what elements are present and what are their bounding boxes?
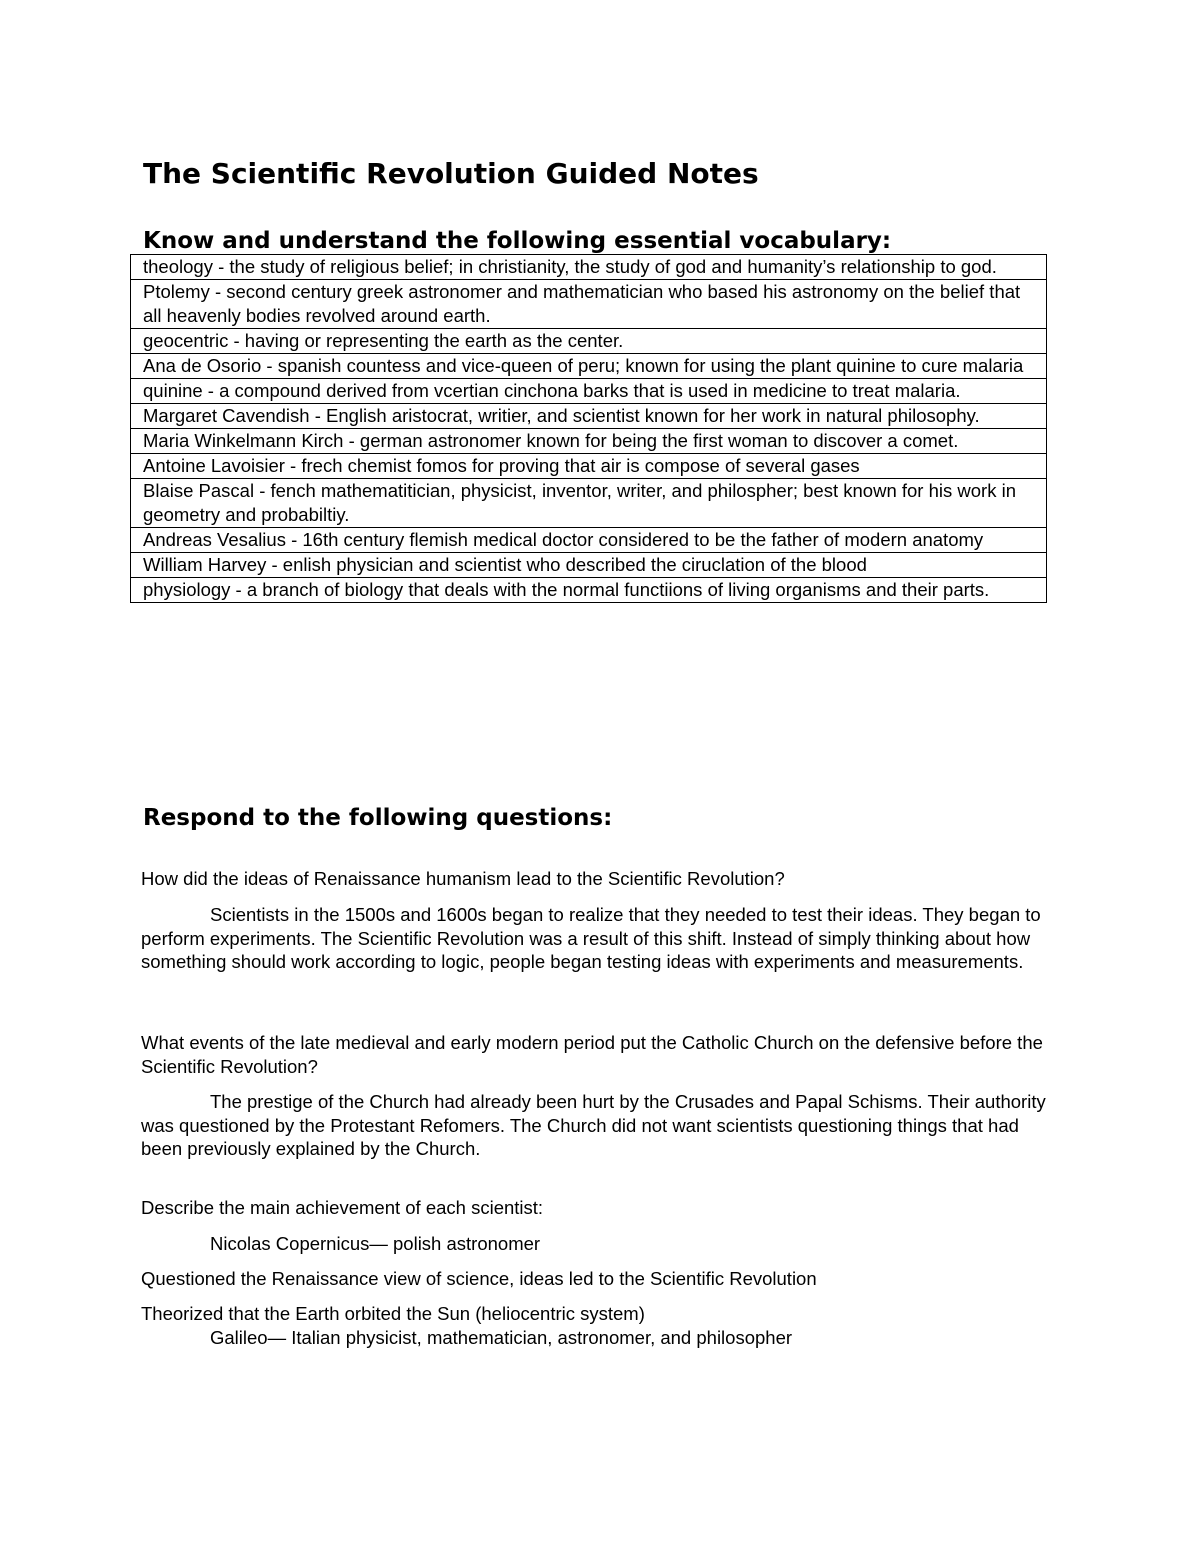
table-row — [131, 379, 1047, 404]
copernicus-achievement-2: Theorized that the Earth orbited the Sun (heliocentric system) — [141, 1303, 645, 1324]
vocab-entry-andreas-vesalius: Andreas Vesalius - 16th century flemish medical doctor considered to be the father of modern anatomy — [131, 528, 1047, 553]
table-row — [131, 329, 1047, 354]
table-row — [131, 479, 1047, 528]
vocab-entry-margaret-cavendish: Margaret Cavendish - English aristocrat, writier, and scientist known for her work in natural philosophy. — [131, 404, 1047, 429]
vocab-entry-ptolemy: Ptolemy - second century greek astronomer and mathematician who based his astronomy on the belief that all heavenly bodies revolved around earth. — [131, 280, 1047, 329]
answer-2: The prestige of the Church had already been hurt by the Crusades and Papal Schisms. Their authority was questioned by the Protestant Refomers. The Church did not want scientists questioning things that had been previously explained by the Church. — [141, 1091, 1046, 1159]
vocab-entry-physiology: physiology - a branch of biology that deals with the normal functiions of living organisms and their parts. — [131, 578, 1047, 603]
vocab-entry-theology: theology - the study of religious belief; in christianity, the study of god and humanity’s relationship to god. — [131, 255, 1047, 280]
vocab-entry-blaise-pascal: Blaise Pascal - fench mathematitician, physicist, inventor, writer, and philospher; best known for his work in geometry and probabiltiy. — [131, 479, 1047, 528]
questions-heading: Respond to the following questions: — [143, 805, 613, 831]
table-row — [131, 354, 1047, 379]
answer-1: Scientists in the 1500s and 1600s began to realize that they needed to test their ideas. They began to perform experiments. The Scientific Revolution was a result of this shift. Instead of simply thinking about how something should work according to logic, people began testing ideas with experiments and measurements. — [141, 904, 1041, 972]
table-row — [131, 528, 1047, 553]
vocab-entry-geocentric: geocentric - having or representing the earth as the center. — [131, 329, 1047, 354]
question-1: How did the ideas of Renaissance humanism lead to the Scientific Revolution? — [141, 868, 785, 889]
table-row — [131, 454, 1047, 479]
question-3: Describe the main achievement of each scientist: — [141, 1197, 544, 1218]
vocab-entry-william-harvey: William Harvey - enlish physician and scientist who described the ciruclation of the blood — [131, 553, 1047, 578]
vocabulary-table — [130, 254, 1047, 603]
table-row — [131, 553, 1047, 578]
vocabulary-heading: Know and understand the following essential vocabulary: — [143, 228, 892, 254]
table-row — [131, 255, 1047, 280]
vocab-entry-quinine: quinine - a compound derived from vcertian cinchona barks that is used in medicine to treat malaria. — [131, 379, 1047, 404]
table-row — [131, 429, 1047, 454]
vocab-entry-antoine-lavoisier: Antoine Lavoisier - frech chemist fomos for proving that air is compose of several gases — [131, 454, 1047, 479]
vocab-entry-maria-winkelmann-kirch: Maria Winkelmann Kirch - german astronomer known for being the first woman to discover a comet. — [131, 429, 1047, 454]
galileo-heading: Galileo— Italian physicist, mathematician, astronomer, and philosopher — [210, 1327, 793, 1348]
page-title: The Scientific Revolution Guided Notes — [143, 157, 759, 190]
table-row — [131, 280, 1047, 329]
table-row — [131, 404, 1047, 429]
question-2: What events of the late medieval and early modern period put the Catholic Church on the defensive before the Scientific Revolution? — [141, 1032, 1043, 1077]
copernicus-heading: Nicolas Copernicus— polish astronomer — [210, 1233, 541, 1254]
table-row — [131, 578, 1047, 603]
copernicus-achievement-1: Questioned the Renaissance view of science, ideas led to the Scientific Revolution — [141, 1268, 817, 1289]
vocab-entry-ana-de-osorio: Ana de Osorio - spanish countess and vice-queen of peru; known for using the plant quinine to cure malaria — [131, 354, 1047, 379]
